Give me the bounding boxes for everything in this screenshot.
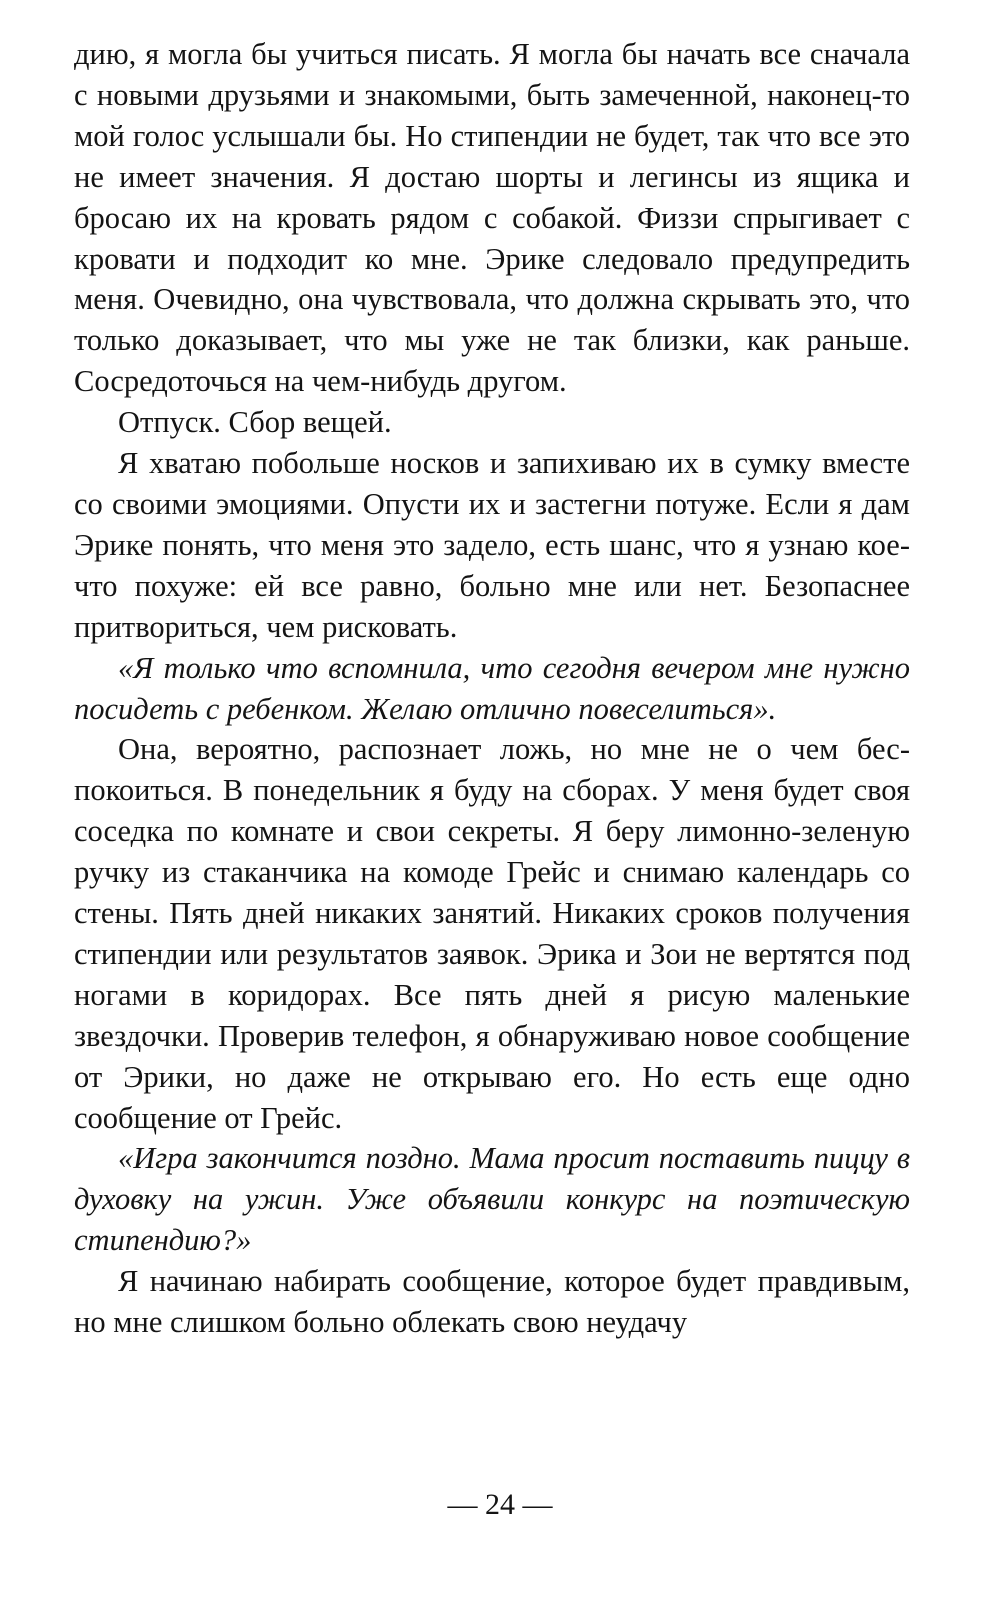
paragraph: Она, вероятно, распознает ложь, но мне не о чем беспокоиться. В понедельник я буду на сборах. У меня будет своя соседка по комнате и свои секреты. Я беру лимонно-зеленую ручку из стаканчика на комоде Грейс и снимаю календарь со стены. Пять дней никаких занятий. Никаких сроков получения стипендии или результатов заявок. Эрика и Зои не вертятся под ногами в коридорах. Все пять дней я рисую маленькие звездочки. Проверив телефон, я обнаруживаю новое сообщение от Эрики, но даже не открываю его. Но есть еще одно сообщение от Грейс. xyxy=(74,732,910,1135)
message-quote: «Игра закончится поздно. Мама просит поставить пиццу в духовку на ужин. Уже объявили конкурс на поэтическую стипендию?» xyxy=(74,1141,910,1258)
page-text xyxy=(74,34,910,1343)
page-number: — 24 — xyxy=(447,1488,553,1521)
paragraph: Отпуск. Сбор вещей. xyxy=(118,405,392,440)
message-quote: «Я только что вспомнила, что сегодня вечером мне нужно посидеть с ребенком. Желаю отлично повеселиться». xyxy=(74,650,910,726)
paragraph: Я начинаю набирать сообщение, которое будет правдивым, но мне слишком больно облекать свою неудачу xyxy=(74,1264,910,1340)
paragraph-continuation: дию, я могла бы учиться писать. Я могла бы начать все сначала с новыми друзьями и знакомыми, быть замеченной, наконец-то мой голос услышали бы. Но стипендии не будет, так что все это не имеет значения. Я достаю шорты и легинсы из ящика и бросаю их на кровать рядом с собакой. Физзи спрыгивает с кровати и подходит ко мне. Эрике следовало предупредить меня. Очевидно, она чувствовала, что должна скрывать это, что только доказывает, что мы уже не так близки, как раньше. Сосредоточься на чем-нибудь другом. xyxy=(74,37,910,399)
paragraph: Я хватаю побольше носков и запихиваю их в сумку вместе со своими эмоциями. Опусти их и застегни потуже. Если я дам Эрике понять, что меня это задело, есть шанс, что я узнаю кое-что похуже: ей все равно, больно мне или нет. Безопаснее притвориться, чем рисковать. xyxy=(74,446,910,644)
